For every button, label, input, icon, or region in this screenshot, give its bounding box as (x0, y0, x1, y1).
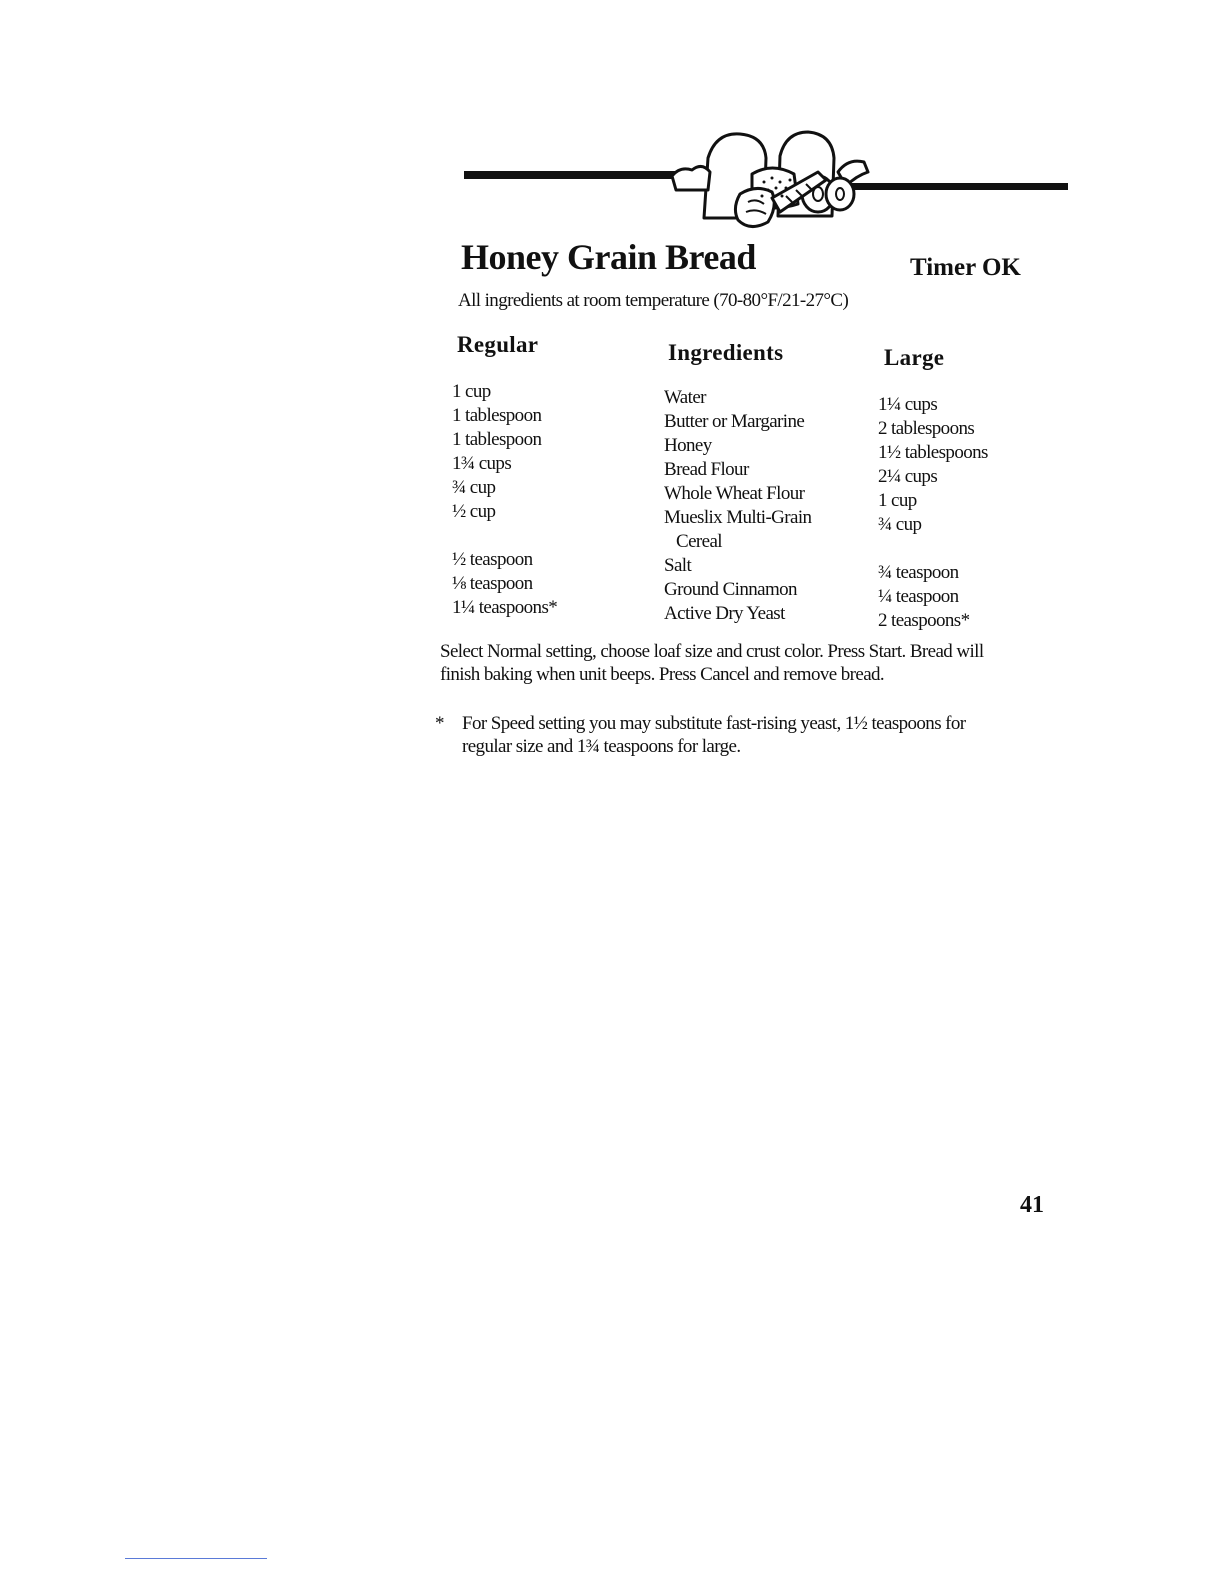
recipe-title: Honey Grain Bread (461, 237, 756, 277)
regular-amounts-list (452, 380, 557, 620)
large-amount: ¼ teaspoon (878, 586, 959, 607)
large-amount: 2¼ cups (878, 466, 938, 487)
large-amount: 1 cup (878, 490, 917, 511)
large-amount: 1¼ cups (878, 394, 938, 415)
header-rule-right (848, 183, 1068, 190)
ingredient-name: Butter or Margarine (664, 411, 805, 432)
ingredients-column-header: Ingredients (668, 340, 784, 365)
large-amount: 2 teaspoons* (878, 610, 970, 631)
footnote-marker: * (435, 713, 444, 734)
ingredient-name-continued: Cereal (676, 531, 722, 552)
regular-amount: ¾ cup (452, 477, 496, 498)
large-amounts-list (878, 393, 988, 633)
timer-ok-label: Timer OK (910, 254, 1021, 281)
regular-amount: 1 tablespoon (452, 405, 542, 426)
row-spacer (878, 537, 988, 561)
ingredient-names-list (664, 386, 811, 626)
regular-amount: ⅛ teaspoon (452, 573, 533, 594)
regular-amount: 1¼ teaspoons* (452, 597, 558, 618)
large-amount: 1½ tablespoons (878, 442, 988, 463)
page-number: 41 (1020, 1192, 1044, 1218)
regular-amount: 1¾ cups (452, 453, 512, 474)
regular-column-header: Regular (457, 332, 539, 357)
ingredient-name: Mueslix Multi-Grain (664, 507, 812, 528)
regular-amount: ½ cup (452, 501, 496, 522)
large-amount: ¾ cup (878, 514, 922, 535)
bread-loaves-icon (668, 128, 874, 236)
row-spacer (452, 524, 557, 548)
ingredient-name: Salt (664, 555, 692, 576)
ingredient-name: Ground Cinnamon (664, 579, 797, 600)
ingredient-name: Whole Wheat Flour (664, 483, 805, 504)
speed-setting-footnote (435, 712, 1015, 758)
ingredient-name: Water (664, 387, 706, 408)
ingredient-name: Bread Flour (664, 459, 749, 480)
baking-instructions: Select Normal setting, choose loaf size and crust color. Press Start. Bread will finish baking when unit beeps. Press Cancel and remove bread. (440, 641, 984, 685)
footnote-text: For Speed setting you may substitute fast-rising yeast, 1½ teaspoons for regular size and 1¾ teaspoons for large. (462, 713, 966, 757)
scan-artifact-line (125, 1558, 267, 1559)
large-amount: 2 tablespoons (878, 418, 975, 439)
regular-amount: 1 tablespoon (452, 429, 542, 450)
temperature-note: All ingredients at room temperature (70-80°F/21-27°C) (458, 290, 849, 311)
ingredient-name: Honey (664, 435, 712, 456)
header-rule-left (464, 171, 680, 179)
large-amount: ¾ teaspoon (878, 562, 959, 583)
regular-amount: ½ teaspoon (452, 549, 533, 570)
ingredient-name: Active Dry Yeast (664, 603, 785, 624)
large-column-header: Large (884, 345, 945, 370)
regular-amount: 1 cup (452, 381, 491, 402)
